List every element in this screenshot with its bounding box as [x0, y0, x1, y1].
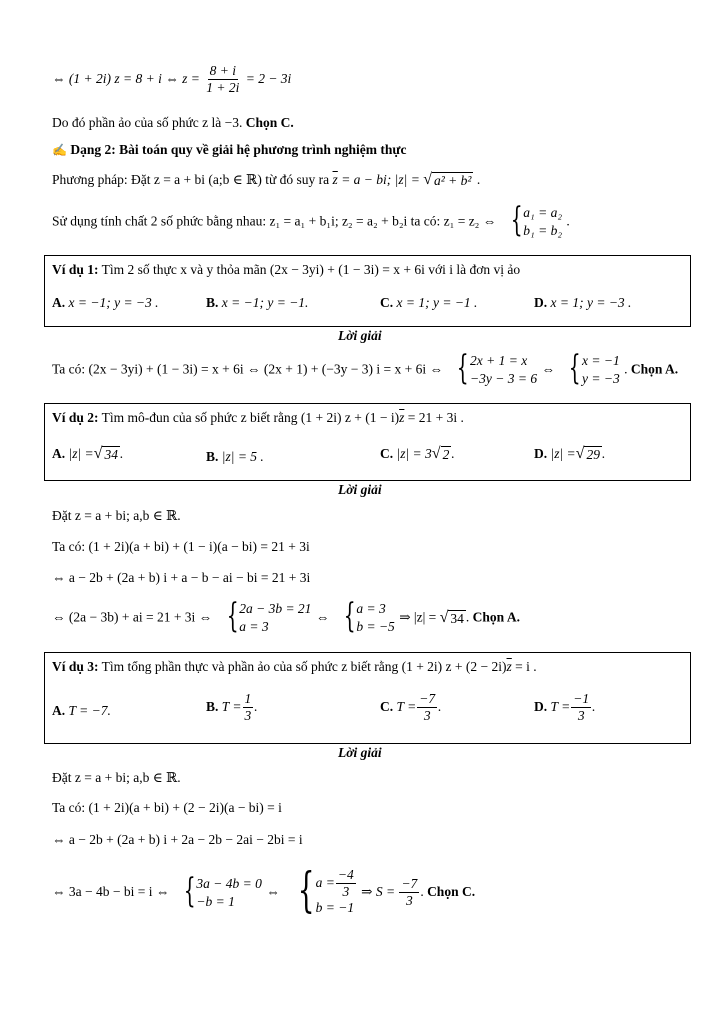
answer-choice: Chọn C. [245, 115, 294, 130]
option-letter: D. [534, 698, 548, 714]
system-row: 2a − 3b = 21 [239, 601, 312, 616]
sqrt-radicand: 29 [586, 447, 600, 463]
sqrt-radicand: 2 [442, 447, 450, 463]
option-letter: B. [206, 449, 219, 464]
option-letter: A. [52, 703, 66, 718]
equivalence-symbol: ⇔ [541, 361, 555, 377]
solution-2-line-1: Đặt z = a + bi; a,b ∈ ℝ. [52, 508, 181, 523]
fraction-denominator: 3 [406, 893, 413, 909]
option-letter: C. [380, 698, 394, 714]
solution-1-line [52, 348, 679, 388]
solution-3-line-1: Đặt z = a + bi; a,b ∈ ℝ. [52, 770, 181, 785]
option-letter: C. [380, 446, 394, 461]
section-title: Dạng 2: Bài toán quy về giải hệ phương trình nghiệm thực [70, 142, 407, 157]
fraction-numerator: −1 [571, 692, 591, 708]
question-text: Tìm 2 số thực x và y thỏa mãn (2x − 3yi) + (1 − 3i) = x + 6i với i là đơn vị ảo [101, 262, 521, 277]
method-line [52, 172, 480, 190]
equation-part: ⇔ (1 + 2i) z = 8 + i ⇔ z = [52, 70, 200, 86]
sqrt-expression: √ a² + b² [423, 171, 472, 189]
solution-2-line-4 [52, 596, 520, 636]
punctuation: . [451, 446, 455, 461]
option-text: x = 1; y = −1 . [396, 295, 478, 310]
option-c[interactable] [380, 446, 455, 464]
option-letter: C. [380, 295, 394, 310]
option-letter: D. [534, 446, 548, 461]
option-b[interactable] [206, 295, 308, 311]
option-text: x = −1; y = −1. [221, 295, 309, 310]
fraction [204, 64, 241, 95]
system-row: a = 3 [356, 601, 386, 616]
fraction-denominator: 3 [577, 708, 585, 724]
system-row: a = 3 [239, 619, 269, 635]
system-row: a₁ = a₂ [523, 205, 563, 220]
system-row: b₁ = b₂ [523, 223, 563, 239]
solution-3-line-3: ⇔ a − 2b + (2a + b) i + 2a − 2b − 2ai − 2bi = i [52, 832, 303, 847]
equation-part: Ta có: (2x − 3yi) + (1 − 3i) = x + 6i ⇔ (2x + 1) + (−3y − 3) i = x + 6i ⇔ [52, 361, 444, 377]
equation-system: { a = 3 b = −5 [343, 596, 395, 636]
punctuation: . [592, 698, 596, 714]
option-b[interactable] [206, 692, 258, 723]
example-2-question [52, 410, 464, 426]
system-row: 2x + 1 = x [470, 353, 528, 368]
option-letter: D. [534, 295, 548, 310]
solution-3-line-2: Ta có: (1 + 2i)(a + bi) + (2 − 2i)(a − bi) = i [52, 800, 282, 815]
system-row: x = −1 [582, 353, 620, 368]
option-text: x = −1; y = −3 . [68, 295, 159, 310]
example-label: Ví dụ 1: [52, 262, 99, 277]
question-text: = i . [515, 659, 537, 674]
solution-heading: Lời giải [338, 745, 382, 760]
example-label: Ví dụ 3: [52, 659, 99, 674]
sqrt-radicand: a² + b² [433, 173, 472, 189]
answer-choice: Chọn C. [427, 883, 476, 899]
fraction-numerator: −7 [399, 877, 419, 893]
option-text: T = −7. [68, 703, 111, 718]
fraction [243, 692, 254, 723]
option-text: |z| = [550, 446, 576, 461]
option-letter: B. [206, 295, 219, 310]
equation-part: ⇒ |z| = [399, 609, 437, 625]
system-row: −3y − 3 = 6 [470, 371, 538, 387]
conjugate-z: $\overline{z}$ [332, 172, 338, 187]
option-text: T = [221, 698, 242, 714]
fraction [399, 877, 419, 908]
solution-heading: Lời giải [338, 482, 382, 497]
conjugate-z: $\overline{z}$ [399, 410, 405, 425]
equation-system: { a₁ = a₂ b₁ = b₂ [510, 200, 563, 240]
fraction [336, 868, 356, 899]
section-heading [52, 142, 406, 158]
equation-line-1 [52, 64, 291, 95]
equation-part: ⇔ (2a − 3b) + ai = 21 + 3i ⇔ [52, 609, 213, 625]
fraction-denominator: 3 [423, 708, 431, 724]
option-letter: A. [52, 295, 66, 310]
equation-system: { a = $\frac{-4}{3}$ b = −1 [284, 868, 357, 918]
fraction-denominator: 3 [342, 884, 350, 900]
question-text: Tìm tổng phần thực và phần ảo của số phức z biết rằng (1 + 2i) z + (2 − 2i) [101, 659, 507, 674]
fraction-denominator: 3 [244, 708, 252, 724]
sqrt-expression: √ 29 [575, 445, 600, 463]
option-a[interactable] [52, 295, 159, 311]
sqrt-expression: √ 2 [431, 445, 450, 463]
option-letter: B. [206, 698, 219, 714]
solution-2-line-2: Ta có: (1 + 2i)(a + bi) + (1 − i)(a − bi) = 21 + 3i [52, 539, 310, 554]
fraction-denominator: 1 + 2i [206, 80, 240, 96]
punctuation: . [119, 446, 124, 461]
equation-part: ⇔ 3a − 4b − bi = i ⇔ [52, 883, 170, 899]
fraction [417, 692, 437, 723]
sqrt-radicand: 34 [104, 447, 118, 463]
punctuation: . [566, 213, 570, 229]
property-text: Sử dụng tính chất 2 số phức bằng nhau: z₁ = a₁ + b₁i; z₂ = a₂ + b₂i ta có: z₁ = z₂ ⇔ [52, 213, 497, 229]
punctuation: . [438, 698, 442, 714]
fraction-numerator: 8 + i [208, 64, 238, 80]
option-text: T = [550, 698, 571, 714]
equation-part: a = [315, 874, 335, 890]
equation-system: { 2a − 3b = 21 a = 3 [226, 596, 312, 636]
equation-part: = 2 − 3i [245, 70, 292, 86]
punctuation: . [420, 883, 424, 899]
solution-2-line-3: ⇔ a − 2b + (2a + b) i + a − b − ai − bi = 21 + 3i [52, 570, 311, 585]
system-row [316, 868, 357, 899]
fraction [571, 692, 591, 723]
option-d[interactable] [534, 692, 596, 723]
example-1-question [52, 262, 520, 278]
equation-system: { 3a − 4b = 0 −b = 1 [183, 870, 262, 911]
option-c[interactable] [380, 295, 477, 311]
option-text: T = [396, 698, 417, 714]
method-formula: = a − bi; |z| = [341, 172, 420, 187]
solution-heading: Lời giải [338, 328, 382, 343]
fraction-numerator: −4 [336, 868, 356, 884]
system-row: b = −5 [356, 619, 395, 635]
answer-choice: Chọn A. [630, 361, 679, 377]
equivalence-symbol: ⇔ [315, 609, 330, 625]
question-text: Tìm mô-đun của số phức z biết rằng (1 + 2i) z + (1 − i) [101, 410, 400, 425]
system-row: y = −3 [582, 371, 620, 387]
solution-3-line-4 [52, 862, 476, 918]
equation-part: ⇒ S = [361, 883, 396, 899]
option-d[interactable] [534, 295, 631, 311]
punctuation: . [465, 609, 470, 625]
punctuation: . [476, 172, 481, 187]
sqrt-expression: √ 34 [93, 445, 118, 463]
option-c[interactable] [380, 692, 442, 723]
punctuation: . [254, 698, 258, 714]
fraction-numerator: −7 [417, 692, 437, 708]
option-text: |z| = [68, 446, 94, 461]
equivalence-symbol: ⇔ [266, 883, 280, 899]
answer-choice: Chọn A. [472, 609, 520, 625]
option-d[interactable] [534, 446, 605, 464]
punctuation: . [601, 446, 606, 461]
option-letter: A. [52, 446, 66, 461]
sqrt-radicand: 34 [450, 610, 464, 626]
fraction-numerator: 1 [243, 692, 254, 708]
system-row: b = −1 [315, 900, 355, 916]
option-text: |z| = 5 . [221, 449, 264, 464]
equation-system: { x = −1 y = −3 [569, 348, 620, 388]
conclusion-line [52, 115, 294, 131]
option-text: x = 1; y = −3 . [550, 295, 632, 310]
option-text: |z| = 3 [396, 446, 432, 461]
conjugate-z: $\overline{z}$ [506, 659, 512, 674]
sqrt-expression: √ 34 [439, 608, 464, 626]
punctuation: . [624, 361, 628, 377]
method-text: Phương pháp: Đặt z = a + bi (a;b ∈ ℝ) từ đó suy ra [52, 172, 330, 187]
option-a[interactable] [52, 703, 111, 719]
conclusion-text: Do đó phần ảo của số phức z là −3. [52, 115, 243, 130]
option-a[interactable] [52, 446, 123, 464]
equation-system: { 2x + 1 = x −3y − 3 = 6 [457, 348, 538, 388]
question-text: = 21 + 3i . [407, 410, 464, 425]
system-row: 3a − 4b = 0 [196, 875, 262, 891]
system-row: −b = 1 [196, 893, 235, 909]
example-3-question [52, 659, 537, 675]
writing-hand-icon: ✍ [52, 143, 67, 157]
example-label: Ví dụ 2: [52, 410, 99, 425]
property-line [52, 200, 570, 240]
option-b[interactable] [206, 449, 264, 465]
